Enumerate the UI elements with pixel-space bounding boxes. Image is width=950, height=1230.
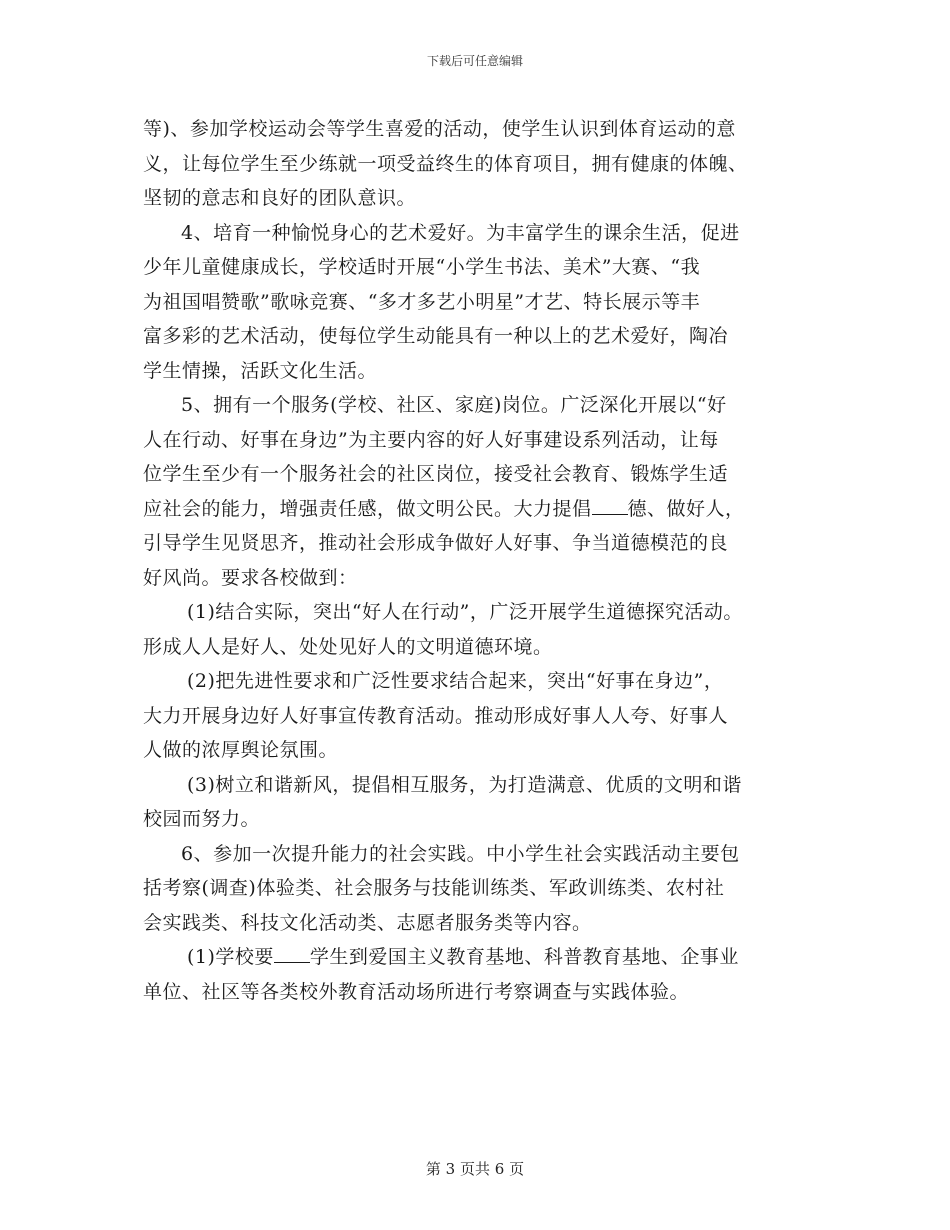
body-line: 为祖国唱赞歌”歌咏竞赛、“多才多艺小明星”才艺、特长展示等丰 [143, 290, 701, 313]
body-line: 等)、参加学校运动会等学生喜爱的活动，使学生认识到体育运动的意 [143, 118, 736, 140]
page-header: 下载后可任意编辑 [426, 54, 523, 68]
fill-in-blank [274, 944, 310, 963]
body-line: 位学生至少有一个服务社会的社区岗位，接受社会教育、锻炼学生适 [143, 463, 729, 485]
sub-item-1: (1)结合实际，突出“好人在行动”，广泛开展学生道德探究活动。 [187, 601, 743, 623]
text-after-blank: 学生到爱国主义教育基地、科普教育基地、企事业 [309, 946, 739, 968]
body-line: 学生情操，活跃文化生活。 [143, 359, 378, 382]
body-line: 大力开展身边好人好事宣传教育活动。推动形成好事人人夸、好事人 [143, 704, 729, 727]
body-line: 括考察(调查)体验类、社会服务与技能训练类、军政训练类、农村社 [143, 877, 725, 899]
body-line: 义，让每位学生至少练就一项受益终生的体育项目，拥有健康的体魄、 [143, 152, 748, 175]
document-body [143, 112, 823, 1009]
sub-item-3: (3)树立和谐新风，提倡相互服务，为打造满意、优质的文明和谐 [187, 773, 742, 796]
body-line: 会实践类、科技文化活动类、志愿者服务类等内容。 [143, 911, 592, 934]
paragraph-heading-4: 4、培育一种愉悦身心的艺术爱好。为丰富学生的课余生活，促进 [181, 221, 740, 244]
paragraph-heading-5: 5、拥有一个服务(学校、社区、家庭)岗位。广泛深化开展以“好 [181, 394, 727, 416]
body-line: 人做的浓厚舆论氛围。 [143, 739, 339, 761]
text-before-blank: (1)学校要 [187, 946, 274, 968]
body-line: 形成人人是好人、处处见好人的文明道德环境。 [143, 635, 553, 658]
sub-item-with-blank [143, 940, 823, 975]
text-before-blank: 应社会的能力，增强责任感，做文明公民。大力提倡 [143, 497, 592, 520]
body-line: 引导学生见贤思齐，推动社会形成争做好人好事、争当道德模范的良 [143, 532, 729, 554]
body-line: 校园而努力。 [143, 808, 261, 830]
body-line: 富多彩的艺术活动，使每位学生动能具有一种以上的艺术爱好，陶冶 [143, 325, 729, 347]
body-line: 好风尚。要求各校做到： [143, 566, 358, 589]
sub-item-2: (2)把先进性要求和广泛性要求结合起来，突出“好事在身边”， [187, 670, 724, 692]
body-line: 坚韧的意志和良好的团队意识。 [143, 187, 417, 209]
body-line: 人在行动、好事在身边”为主要内容的好人好事建设系列活动，让每 [143, 428, 719, 451]
body-line: 单位、社区等各类校外教育活动场所进行考察调查与实践体验。 [143, 980, 690, 1003]
body-line-with-blank [143, 492, 823, 527]
fill-in-blank [592, 496, 628, 515]
text-after-blank: 德、做好人， [627, 497, 745, 520]
page-number: 第 3 页共 6 页 [425, 1160, 525, 1178]
body-line: 少年儿童健康成长，学校适时开展“小学生书法、美术”大赛、“我 [143, 256, 701, 278]
paragraph-heading-6: 6、参加一次提升能力的社会实践。中小学生社会实践活动主要包 [181, 842, 740, 865]
